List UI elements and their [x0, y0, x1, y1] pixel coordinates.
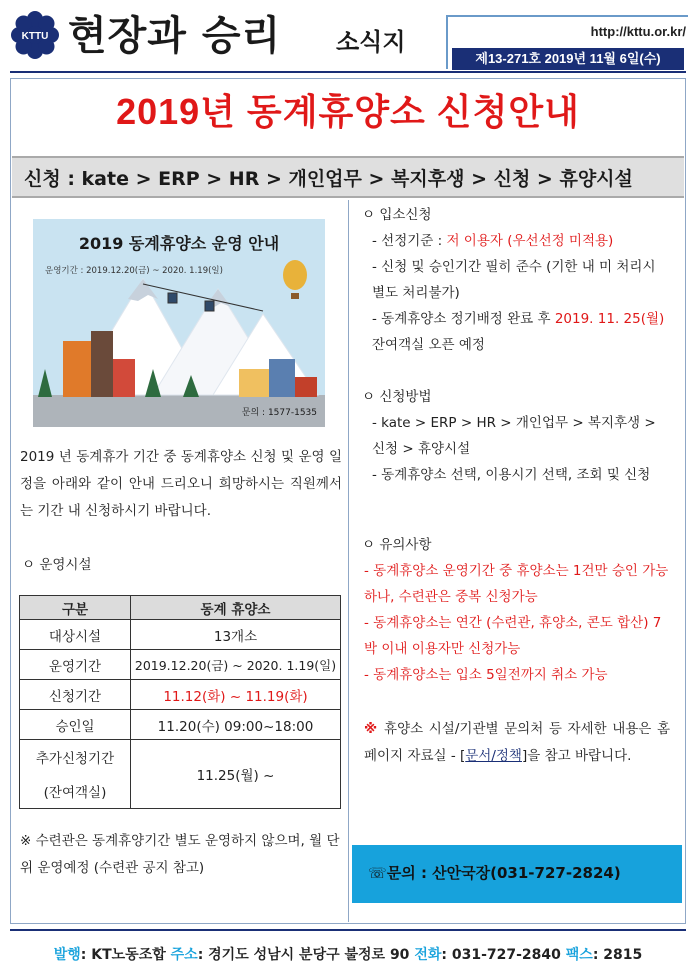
- table-row: [20, 740, 341, 809]
- table-header: 구분: [20, 596, 131, 620]
- notice-text: ]을 참고 바랍니다.: [521, 748, 632, 764]
- list-item: - 동계휴양소는 연간 (수련관, 휴양소, 콘도 합산) 7박 이내 이용자만 신청가능: [364, 615, 662, 657]
- kttu-logo: [10, 10, 60, 60]
- masthead-title: 현장과 승리: [68, 12, 282, 59]
- section-title: ㅇ 유의사항: [362, 537, 432, 553]
- item-highlight: 저 이용자 (우선선정 미적용): [446, 233, 614, 249]
- list-item: - 동계휴양소는 입소 5일전까지 취소 가능: [364, 667, 608, 683]
- table-row: [20, 620, 341, 650]
- section-title: ㅇ 신청방법: [362, 389, 432, 405]
- section-application: [360, 202, 672, 358]
- footer-value: : 2815: [592, 947, 643, 963]
- list-item: - 동계휴양소 선택, 이용시기 선택, 조회 및 신청: [372, 467, 651, 483]
- facilities-label: ㅇ 운영시설: [22, 557, 92, 573]
- footer: [10, 944, 686, 964]
- list-item: - 신청 및 승인기간 필히 준수 (기한 내 미 처리시 별도 처리불가): [372, 259, 656, 301]
- item-text: 잔여객실 오픈 예정: [372, 337, 485, 353]
- footer-key: 전화: [414, 947, 442, 963]
- notice-mark: ※: [364, 721, 379, 737]
- table-cell: 운영기간: [20, 650, 131, 680]
- table-cell: 신청기간: [20, 680, 131, 710]
- note-text: ※ 수련관은 동계휴양기간 별도 운영하지 않으며, 월 단위 운영예정 (수련관 공지 참고): [20, 833, 340, 876]
- section-notes: [360, 532, 672, 688]
- column-divider: [348, 200, 349, 922]
- policy-link[interactable]: 문서/정책: [465, 748, 522, 764]
- table-cell: 대상시설: [20, 620, 131, 650]
- table-cell: 13개소: [131, 620, 341, 650]
- notice-paragraph: [364, 716, 670, 770]
- table-cell: 2019.12.20(금) ~ 2020. 1.19(일): [131, 650, 341, 680]
- footer-value: : 경기도 성남시 분당구 불정로 90: [197, 947, 415, 963]
- item-text: - 선정기준 :: [372, 233, 447, 249]
- header-rule: [10, 71, 686, 73]
- list-item: [360, 306, 672, 358]
- contact-text: ☏문의 : 산안국장(031-727-2824): [368, 864, 621, 882]
- table-header: 동계 휴양소: [131, 596, 341, 620]
- extra-period-label: 추가신청기간: [35, 751, 115, 767]
- footer-rule: [10, 929, 686, 931]
- facilities-table: [19, 595, 341, 809]
- table-cell: 11.12(화) ~ 11.19(화): [131, 680, 341, 710]
- list-item: [360, 228, 672, 254]
- item-highlight: 2019. 11. 25(월): [554, 311, 665, 327]
- masthead-subtitle: 소식지: [336, 28, 406, 56]
- footer-value: : 031-727-2840: [441, 947, 566, 963]
- poster-image: [33, 219, 325, 427]
- extra-period-sub: (잔여객실): [43, 785, 107, 801]
- issue-info: 제13-271호 2019년 11월 6일(수): [452, 48, 684, 70]
- footer-value: : KT노동조합: [80, 947, 171, 963]
- section-method: [360, 384, 672, 488]
- table-cell: 11.20(수) 09:00~18:00: [131, 710, 341, 740]
- intro-paragraph: 2019 년 동계휴가 기간 중 동계휴양소 신청 및 운영 일정을 아래와 같이 안내 드리오니 희망하시는 직원께서는 기간 내 신청하시기 바랍니다.: [20, 449, 342, 519]
- footer-key: 팩스: [565, 947, 593, 963]
- notice-text: 휴양소 시설/기관별 문의처 등 자세한 내용은 홈페이지 자료실 - [: [364, 721, 670, 764]
- table-cell: 11.25(월) ~: [131, 740, 341, 809]
- logo-text: KTTU: [21, 31, 49, 42]
- poster-period: 운영기간 : 2019.12.20(금) ~ 2020. 1.19(일): [45, 266, 223, 276]
- site-url[interactable]: http://kttu.or.kr/: [590, 24, 686, 39]
- list-item: - kate > ERP > HR > 개인업무 > 복지후생 > 신청 > 휴양시설: [372, 415, 656, 457]
- poster-heading: 2019 동계휴양소 운영 안내: [78, 234, 280, 253]
- poster-contact: 문의 : 1577-1535: [241, 408, 317, 418]
- table-row: [20, 680, 341, 710]
- table-cell: 승인일: [20, 710, 131, 740]
- table-row: [20, 650, 341, 680]
- table-cell: [20, 740, 131, 809]
- list-item: - 동계휴양소 운영기간 중 휴양소는 1건만 승인 가능하나, 수련관은 중복 신청가능: [364, 563, 669, 605]
- footer-key: 주소: [170, 947, 198, 963]
- item-text: - 동계휴양소 정기배정 완료 후: [372, 311, 555, 327]
- page-title: 2019년 동계휴양소 신청안내: [116, 91, 580, 132]
- application-path: 신청 : kate > ERP > HR > 개인업무 > 복지후생 > 신청 > 휴양시설: [24, 168, 633, 190]
- footer-key: 발행: [53, 947, 81, 963]
- table-row: [20, 710, 341, 740]
- section-title: ㅇ 입소신청: [362, 207, 432, 223]
